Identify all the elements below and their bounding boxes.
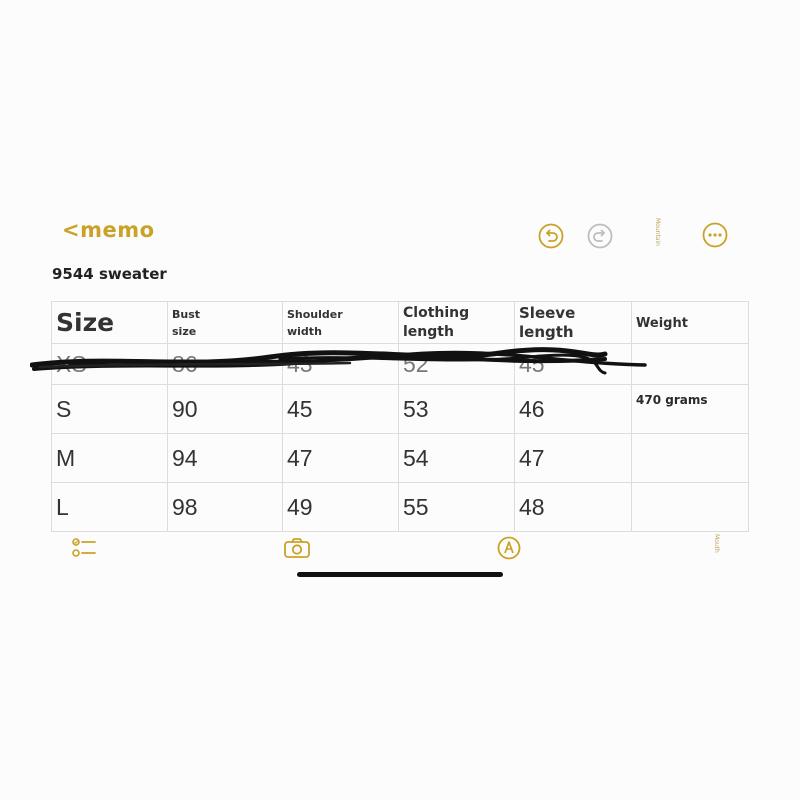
tiny-side-label: Mountain <box>654 218 661 246</box>
header-clothing-length: Clothing length <box>399 302 515 344</box>
cell-shoulder: 49 <box>287 493 313 520</box>
size-table <box>51 301 749 532</box>
cell-sleeve: 47 <box>519 444 545 471</box>
checklist-icon[interactable] <box>71 536 97 560</box>
cell-shoulder: 47 <box>287 444 313 471</box>
more-icon[interactable] <box>701 221 729 249</box>
undo-icon[interactable] <box>537 222 565 250</box>
cell-clothing: 53 <box>403 395 429 422</box>
cell-bust: 90 <box>172 395 198 422</box>
note-title: 9544 sweater <box>52 265 167 283</box>
home-indicator[interactable] <box>297 572 503 577</box>
header-sleeve-length: Sleeve length <box>515 302 632 344</box>
cell-size: XS <box>56 350 87 377</box>
table-row <box>52 344 749 385</box>
cell-weight <box>632 483 749 532</box>
cell-size: L <box>56 493 69 520</box>
redo-icon[interactable] <box>586 222 614 250</box>
camera-icon[interactable] <box>283 536 311 560</box>
cell-shoulder: 43 <box>287 350 313 377</box>
cell-sleeve: 46 <box>519 395 545 422</box>
cell-bust: 86 <box>172 350 198 377</box>
cell-shoulder: 45 <box>287 395 313 422</box>
header-shoulder: Shoulder width <box>283 302 399 344</box>
cell-clothing: 54 <box>403 444 429 471</box>
cell-bust: 98 <box>172 493 198 520</box>
cell-sleeve: 45 <box>519 350 545 377</box>
cell-size: M <box>56 444 76 471</box>
table-row <box>52 385 749 434</box>
back-button[interactable]: <memo <box>62 218 155 242</box>
header-size: Size <box>52 302 168 344</box>
table-row <box>52 483 749 532</box>
cell-clothing: 55 <box>403 493 429 520</box>
header-bust: Bust size <box>168 302 283 344</box>
header-weight: Weight <box>632 302 749 344</box>
tiny-toolbar-label: Mouth <box>713 534 720 553</box>
cell-weight <box>632 434 749 483</box>
cell-clothing: 52 <box>403 350 429 377</box>
cell-sleeve: 48 <box>519 493 545 520</box>
pen-icon[interactable] <box>496 535 522 561</box>
cell-bust: 94 <box>172 444 198 471</box>
cell-size: S <box>56 395 72 422</box>
cell-weight: 470 grams <box>632 385 749 434</box>
table-header-row <box>52 302 749 344</box>
table-row <box>52 434 749 483</box>
